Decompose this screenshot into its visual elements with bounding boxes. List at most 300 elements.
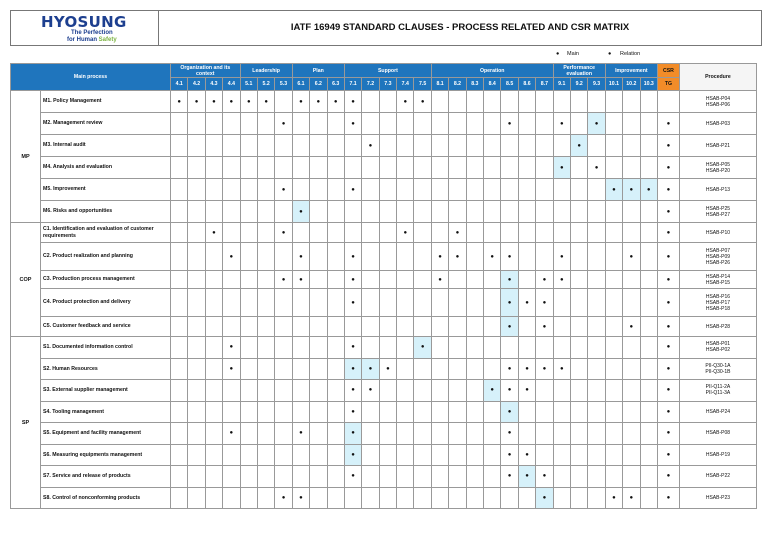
empty-cell [275, 157, 292, 179]
relation-mark-cell: ● [257, 91, 274, 113]
procedure-cell: HSAB-P08 [679, 423, 756, 445]
empty-cell [588, 243, 605, 271]
csr-mark-cell: ● [657, 423, 679, 445]
empty-cell [640, 91, 657, 113]
relation-mark-cell: ● [536, 466, 553, 488]
empty-cell [484, 444, 501, 466]
relation-mark-cell: ● [344, 337, 361, 359]
empty-cell [240, 423, 257, 445]
empty-cell [431, 444, 448, 466]
relation-mark-cell: ● [501, 243, 518, 271]
empty-cell [362, 487, 379, 509]
empty-cell [466, 466, 483, 488]
empty-cell [588, 271, 605, 289]
empty-cell [292, 223, 309, 243]
empty-cell [570, 380, 587, 402]
main-mark-cell: ● [501, 401, 518, 423]
empty-cell [327, 135, 344, 157]
csr-mark-cell: ● [657, 466, 679, 488]
process-name-cell: S7. Service and release of products [41, 466, 171, 488]
empty-cell [240, 337, 257, 359]
empty-cell [379, 179, 396, 201]
empty-cell [310, 113, 327, 135]
empty-cell [327, 337, 344, 359]
empty-cell [188, 113, 205, 135]
empty-cell [570, 444, 587, 466]
empty-cell [379, 466, 396, 488]
empty-cell [171, 466, 188, 488]
empty-cell [171, 201, 188, 223]
relation-mark-cell: ● [553, 113, 570, 135]
empty-cell [257, 157, 274, 179]
empty-cell [379, 243, 396, 271]
relation-mark-cell: ● [362, 135, 379, 157]
empty-cell [570, 179, 587, 201]
empty-cell [484, 466, 501, 488]
empty-cell [605, 444, 622, 466]
empty-cell [240, 444, 257, 466]
process-name-cell: C3. Production process management [41, 271, 171, 289]
empty-cell [414, 423, 431, 445]
empty-cell [344, 223, 361, 243]
relation-mark-cell: ● [501, 358, 518, 380]
empty-cell [431, 358, 448, 380]
main-mark-cell: ● [344, 444, 361, 466]
empty-cell [501, 91, 518, 113]
empty-cell [310, 401, 327, 423]
empty-cell [379, 91, 396, 113]
empty-cell [275, 91, 292, 113]
empty-cell [205, 487, 222, 509]
empty-cell [344, 135, 361, 157]
empty-cell [275, 423, 292, 445]
empty-cell [397, 317, 414, 337]
relation-mark-cell: ● [623, 317, 640, 337]
relation-mark-cell: ● [518, 380, 535, 402]
empty-cell [623, 423, 640, 445]
empty-cell [223, 223, 240, 243]
empty-cell [484, 223, 501, 243]
relation-mark-cell: ● [344, 179, 361, 201]
empty-cell [292, 135, 309, 157]
empty-cell [414, 487, 431, 509]
company-logo [11, 11, 159, 45]
empty-cell [257, 337, 274, 359]
empty-cell [362, 113, 379, 135]
empty-cell [518, 91, 535, 113]
empty-cell [205, 317, 222, 337]
relation-mark-cell: ● [344, 466, 361, 488]
empty-cell [501, 157, 518, 179]
csr-mark-cell: ● [657, 243, 679, 271]
empty-cell [362, 466, 379, 488]
main-mark-cell: ● [605, 179, 622, 201]
main-mark-cell: ● [536, 487, 553, 509]
empty-cell [588, 317, 605, 337]
empty-cell [188, 179, 205, 201]
page-title: IATF 16949 STANDARD CLAUSES - PROCESS RELATED AND CSR MATRIX [290, 22, 630, 33]
empty-cell [205, 466, 222, 488]
empty-cell [484, 487, 501, 509]
empty-cell [292, 317, 309, 337]
empty-cell [605, 243, 622, 271]
csr-mark-cell: ● [657, 179, 679, 201]
empty-cell [553, 380, 570, 402]
process-name-cell: M5. Improvement [41, 179, 171, 201]
empty-cell [449, 179, 466, 201]
clause-number-header: 8.4 [484, 78, 501, 91]
empty-cell [431, 135, 448, 157]
empty-cell [327, 487, 344, 509]
empty-cell [605, 157, 622, 179]
clause-group-header: Leadership [240, 64, 292, 78]
empty-cell [327, 201, 344, 223]
empty-cell [501, 201, 518, 223]
empty-cell [379, 401, 396, 423]
empty-cell [240, 380, 257, 402]
empty-cell [623, 337, 640, 359]
relation-mark-cell: ● [205, 91, 222, 113]
empty-cell [536, 444, 553, 466]
legend-main-dot: ● [556, 51, 560, 57]
relation-mark-cell: ● [623, 487, 640, 509]
empty-cell [553, 179, 570, 201]
empty-cell [292, 380, 309, 402]
empty-cell [570, 466, 587, 488]
empty-cell [518, 113, 535, 135]
empty-cell [640, 487, 657, 509]
empty-cell [310, 337, 327, 359]
empty-cell [240, 358, 257, 380]
clause-group-header: Support [344, 64, 431, 78]
empty-cell [240, 223, 257, 243]
csr-mark-cell [657, 91, 679, 113]
empty-cell [362, 401, 379, 423]
empty-cell [275, 135, 292, 157]
empty-cell [414, 358, 431, 380]
clause-group-header: Organization and its context [171, 64, 241, 78]
empty-cell [327, 157, 344, 179]
table-row [11, 337, 757, 359]
empty-cell [379, 423, 396, 445]
empty-cell [518, 423, 535, 445]
empty-cell [171, 423, 188, 445]
empty-cell [553, 91, 570, 113]
empty-cell [449, 135, 466, 157]
empty-cell [431, 223, 448, 243]
empty-cell [449, 201, 466, 223]
empty-cell [518, 243, 535, 271]
empty-cell [379, 157, 396, 179]
process-group-label: SP [11, 337, 41, 509]
empty-cell [588, 135, 605, 157]
group-header-row [11, 64, 757, 78]
clause-number-header: 7.3 [379, 78, 396, 91]
empty-cell [449, 466, 466, 488]
document-header [10, 10, 762, 46]
empty-cell [449, 337, 466, 359]
empty-cell [310, 423, 327, 445]
relation-mark-cell: ● [501, 113, 518, 135]
empty-cell [362, 337, 379, 359]
empty-cell [518, 223, 535, 243]
relation-mark-cell: ● [275, 487, 292, 509]
empty-cell [257, 179, 274, 201]
relation-mark-cell: ● [397, 223, 414, 243]
empty-cell [397, 423, 414, 445]
clause-number-header: 4.3 [205, 78, 222, 91]
empty-cell [171, 401, 188, 423]
empty-cell [588, 179, 605, 201]
relation-mark-cell: ● [449, 223, 466, 243]
empty-cell [605, 466, 622, 488]
empty-cell [570, 401, 587, 423]
empty-cell [362, 157, 379, 179]
empty-cell [605, 337, 622, 359]
empty-cell [449, 157, 466, 179]
empty-cell [623, 289, 640, 317]
empty-cell [188, 358, 205, 380]
empty-cell [588, 201, 605, 223]
empty-cell [449, 113, 466, 135]
empty-cell [257, 487, 274, 509]
relation-mark-cell: ● [536, 317, 553, 337]
empty-cell [188, 135, 205, 157]
empty-cell [466, 201, 483, 223]
empty-cell [466, 113, 483, 135]
empty-cell [623, 271, 640, 289]
empty-cell [379, 317, 396, 337]
empty-cell [536, 113, 553, 135]
empty-cell [327, 423, 344, 445]
empty-cell [431, 466, 448, 488]
empty-cell [414, 401, 431, 423]
empty-cell [640, 337, 657, 359]
procedure-cell: HSAB-P28 [679, 317, 756, 337]
empty-cell [223, 317, 240, 337]
relation-mark-cell: ● [275, 271, 292, 289]
relation-mark-cell: ● [292, 243, 309, 271]
empty-cell [536, 380, 553, 402]
table-row [11, 358, 757, 380]
empty-cell [223, 380, 240, 402]
main-mark-cell: ● [518, 466, 535, 488]
empty-cell [640, 401, 657, 423]
empty-cell [171, 179, 188, 201]
empty-cell [223, 289, 240, 317]
main-mark-cell: ● [640, 179, 657, 201]
main-mark-cell: ● [588, 113, 605, 135]
empty-cell [257, 271, 274, 289]
empty-cell [275, 380, 292, 402]
empty-cell [570, 271, 587, 289]
empty-cell [397, 157, 414, 179]
tagline-line-2 [67, 37, 117, 43]
relation-mark-cell: ● [344, 380, 361, 402]
empty-cell [570, 289, 587, 317]
relation-mark-cell: ● [171, 91, 188, 113]
empty-cell [171, 337, 188, 359]
empty-cell [257, 243, 274, 271]
empty-cell [623, 380, 640, 402]
clause-number-header: 9.2 [570, 78, 587, 91]
relation-mark-cell: ● [344, 289, 361, 317]
empty-cell [484, 179, 501, 201]
empty-cell [379, 337, 396, 359]
main-mark-cell: ● [501, 289, 518, 317]
empty-cell [188, 243, 205, 271]
table-row [11, 401, 757, 423]
empty-cell [205, 444, 222, 466]
empty-cell [536, 179, 553, 201]
empty-cell [449, 380, 466, 402]
empty-cell [605, 423, 622, 445]
empty-cell [414, 243, 431, 271]
empty-cell [588, 444, 605, 466]
empty-cell [310, 179, 327, 201]
clause-group-header: Plan [292, 64, 344, 78]
empty-cell [397, 487, 414, 509]
main-mark-cell: ● [344, 423, 361, 445]
procedure-cell: HSAB-P13 [679, 179, 756, 201]
empty-cell [570, 423, 587, 445]
main-mark-cell: ● [292, 201, 309, 223]
table-row [11, 223, 757, 243]
empty-cell [379, 113, 396, 135]
empty-cell [205, 201, 222, 223]
empty-cell [205, 337, 222, 359]
empty-cell [223, 113, 240, 135]
empty-cell [240, 401, 257, 423]
empty-cell [205, 135, 222, 157]
empty-cell [188, 271, 205, 289]
empty-cell [484, 337, 501, 359]
empty-cell [205, 157, 222, 179]
empty-cell [414, 289, 431, 317]
relation-mark-cell: ● [379, 358, 396, 380]
empty-cell [623, 91, 640, 113]
empty-cell [484, 113, 501, 135]
empty-cell [362, 243, 379, 271]
process-name-cell: M4. Analysis and evaluation [41, 157, 171, 179]
empty-cell [310, 135, 327, 157]
process-name-cell: S5. Equipment and facility management [41, 423, 171, 445]
csr-mark-cell: ● [657, 113, 679, 135]
main-mark-cell: ● [501, 271, 518, 289]
empty-cell [640, 135, 657, 157]
empty-cell [518, 401, 535, 423]
process-name-cell: M1. Policy Management [41, 91, 171, 113]
empty-cell [553, 466, 570, 488]
empty-cell [257, 466, 274, 488]
empty-cell [171, 380, 188, 402]
empty-cell [188, 289, 205, 317]
relation-mark-cell: ● [588, 157, 605, 179]
empty-cell [623, 135, 640, 157]
empty-cell [362, 444, 379, 466]
empty-cell [623, 358, 640, 380]
empty-cell [379, 223, 396, 243]
process-name-cell: C4. Product protection and delivery [41, 289, 171, 317]
empty-cell [205, 401, 222, 423]
clause-number-header: 7.1 [344, 78, 361, 91]
empty-cell [588, 337, 605, 359]
empty-cell [344, 317, 361, 337]
table-row [11, 157, 757, 179]
table-row [11, 91, 757, 113]
procedure-cell: HSAB-P04 HSAB-P06 [679, 91, 756, 113]
empty-cell [292, 289, 309, 317]
process-name-cell: S1. Documented information control [41, 337, 171, 359]
empty-cell [240, 157, 257, 179]
empty-cell [310, 317, 327, 337]
empty-cell [188, 317, 205, 337]
empty-cell [605, 271, 622, 289]
table-row [11, 243, 757, 271]
empty-cell [327, 466, 344, 488]
empty-cell [431, 423, 448, 445]
clause-group-header: Performance evaluation [553, 64, 605, 78]
empty-cell [275, 466, 292, 488]
empty-cell [414, 271, 431, 289]
empty-cell [275, 201, 292, 223]
empty-cell [223, 135, 240, 157]
clause-number-header: 10.2 [623, 78, 640, 91]
empty-cell [362, 223, 379, 243]
empty-cell [466, 243, 483, 271]
procedure-cell: HSAB-P05 HSAB-P20 [679, 157, 756, 179]
empty-cell [518, 157, 535, 179]
empty-cell [414, 179, 431, 201]
empty-cell [344, 487, 361, 509]
relation-mark-cell: ● [536, 271, 553, 289]
process-name-cell: S2. Human Resources [41, 358, 171, 380]
empty-cell [570, 337, 587, 359]
clause-number-header: 8.2 [449, 78, 466, 91]
empty-cell [397, 358, 414, 380]
empty-cell [640, 444, 657, 466]
table-row [11, 380, 757, 402]
empty-cell [518, 179, 535, 201]
empty-cell [188, 223, 205, 243]
empty-cell [205, 380, 222, 402]
empty-cell [310, 201, 327, 223]
empty-cell [431, 401, 448, 423]
legend-main-label: Main [567, 51, 579, 57]
clause-number-header: 8.6 [518, 78, 535, 91]
relation-mark-cell: ● [484, 243, 501, 271]
clause-number-header: 9.1 [553, 78, 570, 91]
procedure-cell: HSAB-P03 [679, 113, 756, 135]
tagline-line-1: The Perfection [71, 30, 113, 36]
empty-cell [640, 157, 657, 179]
empty-cell [501, 135, 518, 157]
empty-cell [623, 113, 640, 135]
empty-cell [240, 135, 257, 157]
empty-cell [379, 444, 396, 466]
process-name-cell: S6. Measuring equipments management [41, 444, 171, 466]
empty-cell [484, 423, 501, 445]
empty-cell [640, 466, 657, 488]
process-name-cell: C2. Product realization and planning [41, 243, 171, 271]
empty-cell [414, 466, 431, 488]
empty-cell [362, 289, 379, 317]
empty-cell [431, 487, 448, 509]
relation-mark-cell: ● [275, 113, 292, 135]
empty-cell [570, 317, 587, 337]
empty-cell [414, 317, 431, 337]
main-mark-cell: ● [553, 157, 570, 179]
